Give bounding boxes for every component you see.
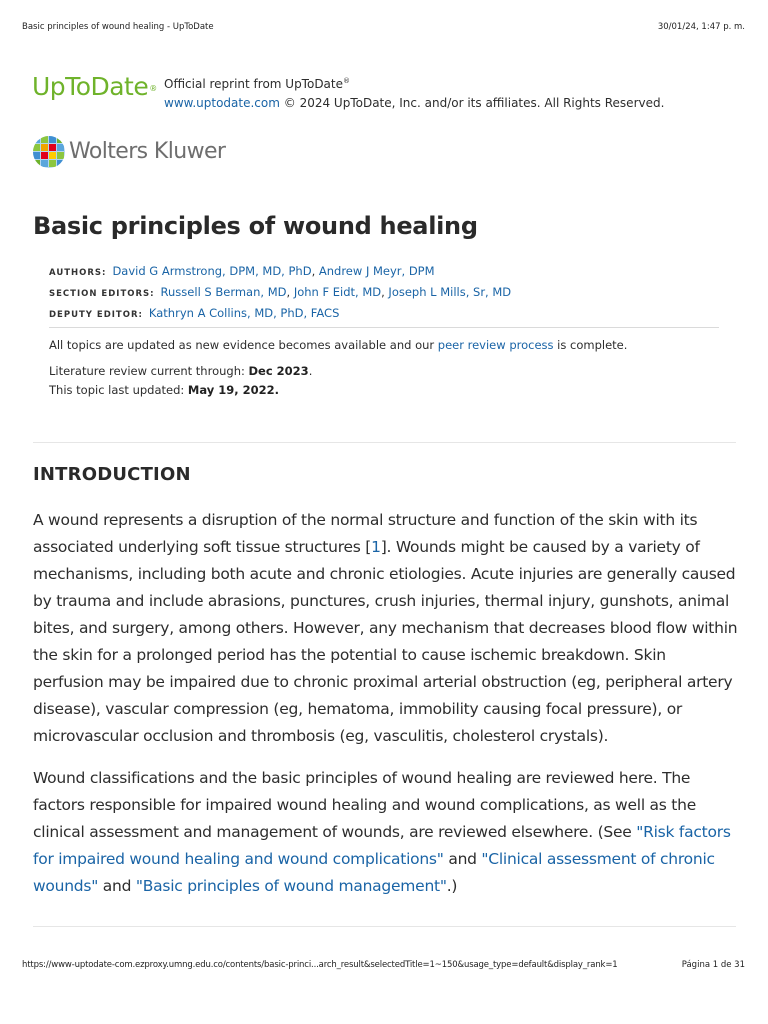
author-link[interactable]: David G Armstrong, DPM, MD, PhD <box>112 264 312 278</box>
section-editors-row: SECTION EDITORS: Russell S Berman, MD, John F Eidt, MD, Joseph L Mills, Sr, MD <box>49 285 512 299</box>
divider <box>49 327 719 328</box>
article-contributors <box>49 262 719 325</box>
print-footer <box>22 960 745 972</box>
reprint-notice: Official reprint from UpToDate® www.uptodate.com © 2024 UpToDate, Inc. and/or its affiliates. All Rights Reserved. <box>164 77 665 110</box>
wolters-kluwer-logo <box>32 134 292 174</box>
section-editor-link[interactable]: Russell S Berman, MD <box>160 285 287 299</box>
article-title: Basic principles of wound healing <box>33 212 478 240</box>
section-editor-link[interactable]: Joseph L Mills, Sr, MD <box>388 285 512 299</box>
last-updated-date: This topic last updated: May 19, 2022. <box>49 383 280 397</box>
print-header-datetime: 30/01/24, 1:47 p. m. <box>657 22 745 32</box>
section-heading-introduction: INTRODUCTION <box>33 464 191 485</box>
divider <box>33 442 736 443</box>
uptodate-site-link[interactable]: www.uptodate.com <box>164 96 280 110</box>
deputy-editor-label: DEPUTY EDITOR: <box>49 310 143 320</box>
uptodate-logo: UpToDate® <box>32 72 157 101</box>
introduction-paragraph: A wound represents a disruption of the normal structure and function of the skin with its associated underlying soft tissue structures [1]. Wounds might be caused by a variety of mechanisms, including both acute and chronic etiologies. Acute injuries are generally caused by trauma and include abrasions, punctures, crush injuries, thermal injury, gunshots, animal bites, and surgery, among others. However, any mechanism that decreases blood flow within the skin for a prolonged period has the potential to cause ischemic breakdown. Skin perfusion may be impaired due to chronic proximal arterial obstruction (eg, peripheral artery disease), vascular compression (eg, hematoma, immobility causing focal pressure), or microvascular occlusion and thrombosis (eg, vasculitis, cholesterol crystals). <box>33 511 738 745</box>
literature-review-date: Literature review current through: Dec 2023. <box>49 364 313 378</box>
reference-link[interactable]: 1 <box>371 538 381 556</box>
copyright-text: © 2024 UpToDate, Inc. and/or its affiliates. All Rights Reserved. <box>279 96 665 110</box>
page-number: Página 1 de 31 <box>681 960 745 970</box>
deputy-editor-row <box>49 304 719 325</box>
print-footer-url: https://www-uptodate-com.ezproxy.umng.edu.co/contents/basic-princi...arch_result&selectedTitle=1~150&usage_type=default&display_rank=1 <box>22 960 618 970</box>
publisher-name: Wolters Kluwer <box>69 139 226 164</box>
reprint-line: Official reprint from UpToDate <box>164 77 343 91</box>
introduction-paragraph: Wound classifications and the basic principles of wound healing are reviewed here. The factors responsible for impaired wound healing and wound complications, as well as the clinical assessment and management of wounds, are reviewed elsewhere. (See "Risk factors for impaired wound healing and wound complications" and "Clinical assessment of chronic wounds" and "Basic principles of wound management".) <box>33 769 731 895</box>
topic-link-clinical-assessment[interactable]: "Clinical assessment of chronic wounds" <box>33 850 715 895</box>
divider <box>33 926 736 927</box>
author-link[interactable]: Andrew J Meyr, DPM <box>318 264 435 278</box>
topic-link-wound-management[interactable]: "Basic principles of wound management" <box>135 877 447 895</box>
authors-row: AUTHORS: David G Armstrong, DPM, MD, PhD, Andrew J Meyr, DPM <box>49 264 435 278</box>
authors-label: AUTHORS: <box>49 268 107 278</box>
section-editors-label: SECTION EDITORS: <box>49 289 155 299</box>
print-header-title: Basic principles of wound healing - UpToDate <box>22 22 214 32</box>
peer-review-link[interactable]: peer review process <box>437 338 554 352</box>
wolters-kluwer-globe-icon <box>32 134 68 170</box>
reprint-banner <box>32 70 732 110</box>
topic-link-risk-factors[interactable]: "Risk factors for impaired wound healing and wound complications" <box>33 823 731 868</box>
section-editor-link[interactable]: John F Eidt, MD <box>293 285 382 299</box>
update-note: All topics are updated as new evidence becomes available and our peer review process is complete. <box>49 338 628 352</box>
deputy-editor-link[interactable]: Kathryn A Collins, MD, PhD, FACS <box>148 306 340 320</box>
print-header <box>22 22 745 34</box>
update-info <box>49 336 729 400</box>
